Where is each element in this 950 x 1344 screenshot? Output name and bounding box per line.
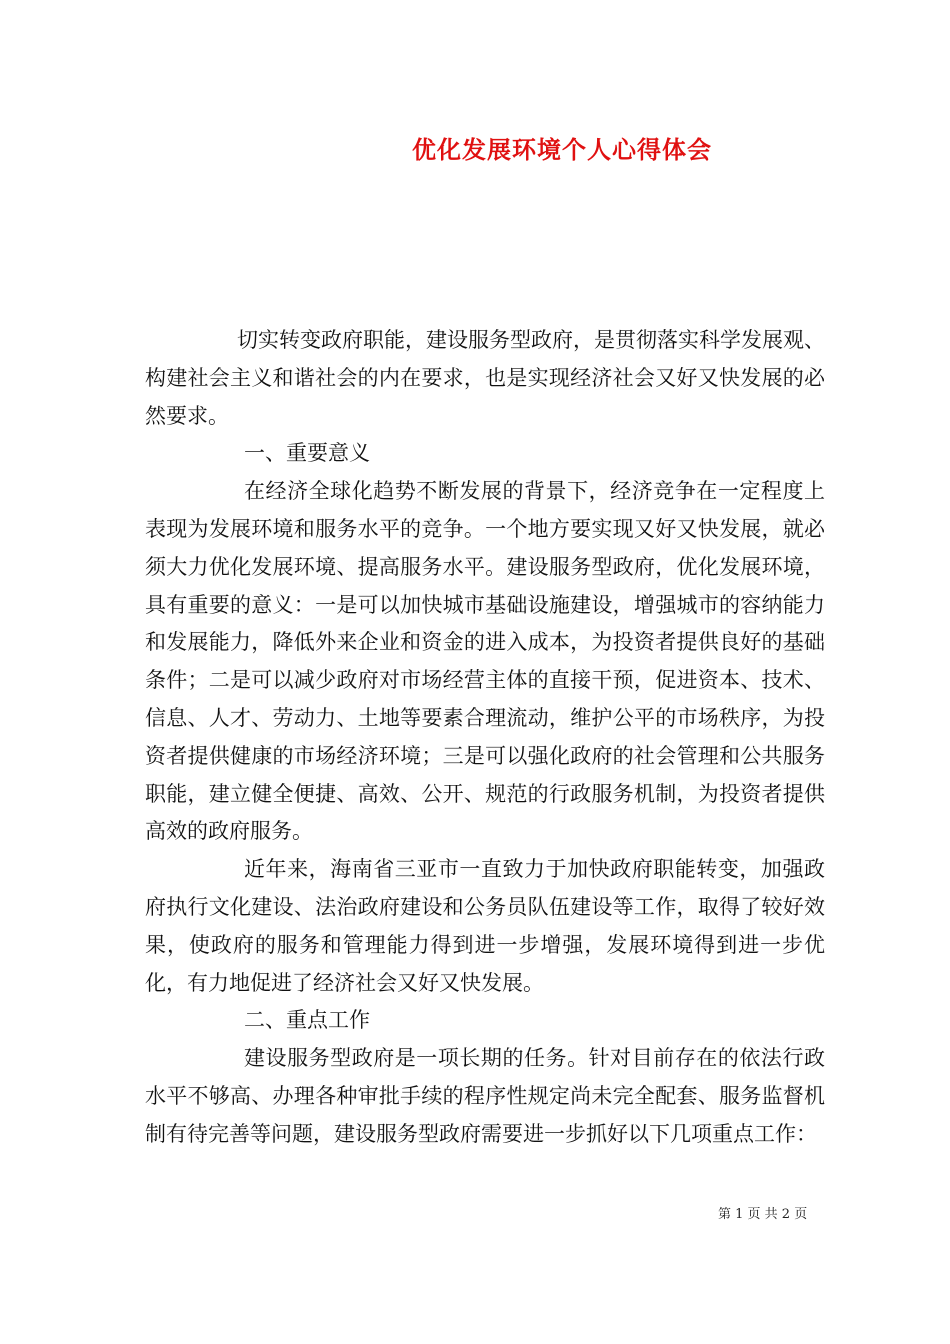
intro-paragraph: 切实转变政府职能，建设服务型政府，是贯彻落实科学发展观、构建社会主义和谐社会的内在要求，也是实现经济社会又好又快发展的必然要求。 bbox=[145, 328, 825, 428]
document-title: 优化发展环境个人心得体会 bbox=[412, 136, 712, 164]
document-body bbox=[145, 322, 825, 1154]
section-heading-2: 二、重点工作 bbox=[244, 1008, 370, 1033]
body-paragraph-2: 近年来，海南省三亚市一直致力于加快政府职能转变，加强政府执行文化建设、法治政府建设和公务员队伍建设等工作，取得了较好效果，使政府的服务和管理能力得到进一步增强，发展环境得到进一步优化，有力地促进了经济社会又好又快发展。 bbox=[145, 857, 825, 995]
section-heading-1: 一、重要意义 bbox=[244, 441, 370, 466]
body-paragraph-3: 建设服务型政府是一项长期的任务。针对目前存在的依法行政水平不够高、办理各种审批手续的程序性规定尚未完全配套、服务监督机制有待完善等问题，建设服务型政府需要进一步抓好以下几项重点工作： bbox=[145, 1046, 825, 1146]
body-paragraph-1: 在经济全球化趋势不断发展的背景下，经济竞争在一定程度上表现为发展环境和服务水平的竞争。一个地方要实现又好又快发展，就必须大力优化发展环境、提高服务水平。建设服务型政府，优化发展环境，具有重要的意义：一是可以加快城市基础设施建设，增强城市的容纳能力和发展能力，降低外来企业和资金的进入成本，为投资者提供良好的基础条件；二是可以减少政府对市场经营主体的直接干预，促进资本、技术、信息、人才、劳动力、土地等要素合理流动，维护公平的市场秩序，为投资者提供健康的市场经济环境；三是可以强化政府的社会管理和公共服务职能，建立健全便捷、高效、公开、规范的行政服务机制，为投资者提供高效的政府服务。 bbox=[145, 479, 825, 844]
page-number-footer: 第 1 页 共 2 页 bbox=[718, 1207, 808, 1222]
